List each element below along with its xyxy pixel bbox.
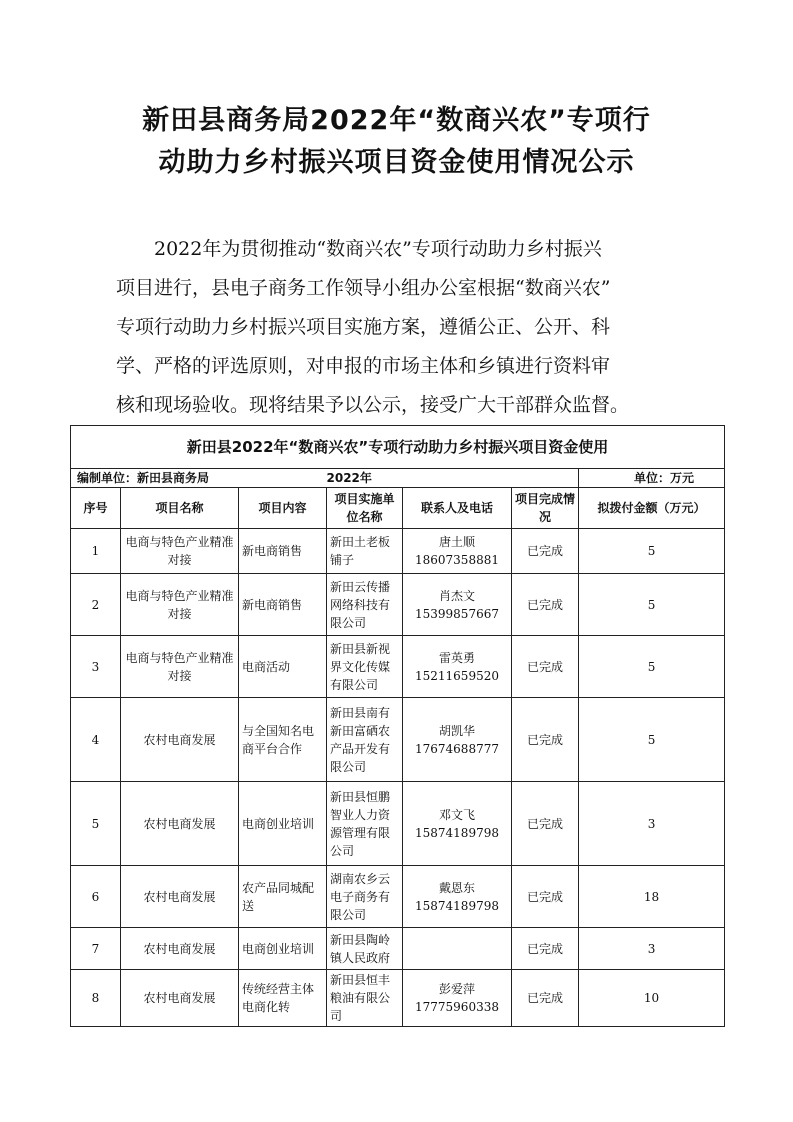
contact-phone: 17674688777 xyxy=(415,741,499,756)
header-no: 序号 xyxy=(71,488,121,529)
header-project-content: 项目内容 xyxy=(239,488,327,529)
table-row xyxy=(71,866,725,928)
cell-project-content: 农产品同城配送 xyxy=(239,866,327,928)
cell-implementing-unit: 新田县新视界文化传媒有限公司 xyxy=(327,636,403,698)
intro-line: 项目进行，县电子商务工作领导小组办公室根据“数商兴农” xyxy=(116,277,611,299)
cell-project-name: 农村电商发展 xyxy=(121,970,239,1027)
cell-no: 5 xyxy=(71,782,121,866)
cell-no: 8 xyxy=(71,970,121,1027)
contact-name: 唐土顺 xyxy=(438,535,475,549)
cell-amount: 18 xyxy=(579,866,725,928)
cell-amount: 10 xyxy=(579,970,725,1027)
table-year: 2022年 xyxy=(327,469,403,488)
cell-contact xyxy=(403,928,512,970)
cell-project-content: 传统经营主体电商化转 xyxy=(239,970,327,1027)
cell-status: 已完成 xyxy=(512,698,579,782)
table-row xyxy=(71,636,725,698)
compiling-unit: 编制单位：新田县商务局 xyxy=(71,469,327,488)
cell-implementing-unit: 新田县恒丰粮油有限公司 xyxy=(327,970,403,1027)
cell-project-content: 电商创业培训 xyxy=(239,928,327,970)
table-row xyxy=(71,782,725,866)
intro-line: 学、严格的评选原则，对申报的市场主体和乡镇进行资料审 xyxy=(116,355,611,377)
cell-project-name: 农村电商发展 xyxy=(121,698,239,782)
table-row xyxy=(71,928,725,970)
cell-contact xyxy=(403,529,512,574)
cell-project-name: 农村电商发展 xyxy=(121,782,239,866)
cell-amount: 3 xyxy=(579,928,725,970)
table-caption: 新田县2022年“数商兴农”专项行动助力乡村振兴项目资金使用 xyxy=(71,426,725,469)
contact-phone: 15874189798 xyxy=(415,898,499,913)
contact-phone: 15874189798 xyxy=(415,825,499,840)
header-project-name: 项目名称 xyxy=(121,488,239,529)
cell-project-content: 电商创业培训 xyxy=(239,782,327,866)
cell-status: 已完成 xyxy=(512,636,579,698)
intro-line: 核和现场验收。现将结果予以公示，接受广大干部群众监督。 xyxy=(116,394,630,416)
contact-phone: 15399857667 xyxy=(415,606,499,621)
cell-status: 已完成 xyxy=(512,928,579,970)
cell-no: 2 xyxy=(71,574,121,636)
header-amount: 拟拨付金额（万元） xyxy=(579,488,725,529)
cell-project-content: 与全国知名电商平台合作 xyxy=(239,698,327,782)
contact-name: 邓文飞 xyxy=(438,807,475,822)
cell-contact xyxy=(403,698,512,782)
cell-implementing-unit: 新田云传播网络科技有限公司 xyxy=(327,574,403,636)
cell-contact xyxy=(403,970,512,1027)
cell-implementing-unit: 新田县南有新田富硒农产品开发有限公司 xyxy=(327,698,403,782)
cell-implementing-unit: 新田县恒鹏智业人力资源管理有限公司 xyxy=(327,782,403,866)
contact-phone: 17775960338 xyxy=(415,1000,499,1014)
header-status: 项目完成情况 xyxy=(512,488,579,529)
contact-name: 胡凯华 xyxy=(438,723,475,738)
table-row xyxy=(71,529,725,574)
contact-name: 雷英勇 xyxy=(438,650,475,665)
table-header-row xyxy=(71,488,725,529)
table-row xyxy=(71,698,725,782)
page-title xyxy=(0,100,793,184)
cell-status: 已完成 xyxy=(512,529,579,574)
cell-amount: 5 xyxy=(579,574,725,636)
table-meta-row xyxy=(71,469,725,488)
intro-line: 2022年为贯彻推动“数商兴农”专项行动助力乡村振兴 xyxy=(116,238,602,260)
intro-paragraph xyxy=(116,230,676,425)
cell-project-name: 电商与特色产业精准对接 xyxy=(121,529,239,574)
cell-implementing-unit: 新田土老板铺子 xyxy=(327,529,403,574)
cell-amount: 3 xyxy=(579,782,725,866)
title-line-2: 动助力乡村振兴项目资金使用情况公示 xyxy=(158,147,635,178)
table-row xyxy=(71,574,725,636)
cell-status: 已完成 xyxy=(512,866,579,928)
cell-contact xyxy=(403,866,512,928)
title-line-1: 新田县商务局2022年“数商兴农”专项行 xyxy=(142,105,651,136)
cell-project-content: 新电商销售 xyxy=(239,529,327,574)
cell-project-name: 农村电商发展 xyxy=(121,866,239,928)
cell-status: 已完成 xyxy=(512,970,579,1027)
cell-project-name: 农村电商发展 xyxy=(121,928,239,970)
cell-status: 已完成 xyxy=(512,574,579,636)
cell-contact xyxy=(403,636,512,698)
cell-no: 3 xyxy=(71,636,121,698)
contact-phone: 15211659520 xyxy=(415,668,499,683)
intro-line: 专项行动助力乡村振兴项目实施方案，遵循公正、公开、科 xyxy=(116,316,611,338)
cell-project-name: 电商与特色产业精准对接 xyxy=(121,574,239,636)
cell-implementing-unit: 湖南农乡云电子商务有限公司 xyxy=(327,866,403,928)
contact-phone: 18607358881 xyxy=(415,553,499,567)
cell-no: 4 xyxy=(71,698,121,782)
cell-no: 6 xyxy=(71,866,121,928)
table-row xyxy=(71,970,725,1027)
contact-name: 肖杰文 xyxy=(438,588,475,603)
cell-amount: 5 xyxy=(579,698,725,782)
cell-no: 1 xyxy=(71,529,121,574)
cell-implementing-unit: 新田县陶岭镇人民政府 xyxy=(327,928,403,970)
header-contact: 联系人及电话 xyxy=(403,488,512,529)
cell-contact xyxy=(403,574,512,636)
contact-name: 戴恩东 xyxy=(438,880,475,895)
cell-amount: 5 xyxy=(579,529,725,574)
cell-status: 已完成 xyxy=(512,782,579,866)
cell-amount: 5 xyxy=(579,636,725,698)
currency-unit: 单位：万元 xyxy=(579,469,725,488)
cell-project-content: 新电商销售 xyxy=(239,574,327,636)
contact-name: 彭爱萍 xyxy=(438,982,475,996)
header-implementing-unit: 项目实施单位名称 xyxy=(327,488,403,529)
funds-table xyxy=(70,425,725,1027)
cell-no: 7 xyxy=(71,928,121,970)
meta-blank xyxy=(403,469,579,488)
cell-project-name: 电商与特色产业精准对接 xyxy=(121,636,239,698)
cell-contact xyxy=(403,782,512,866)
cell-project-content: 电商活动 xyxy=(239,636,327,698)
